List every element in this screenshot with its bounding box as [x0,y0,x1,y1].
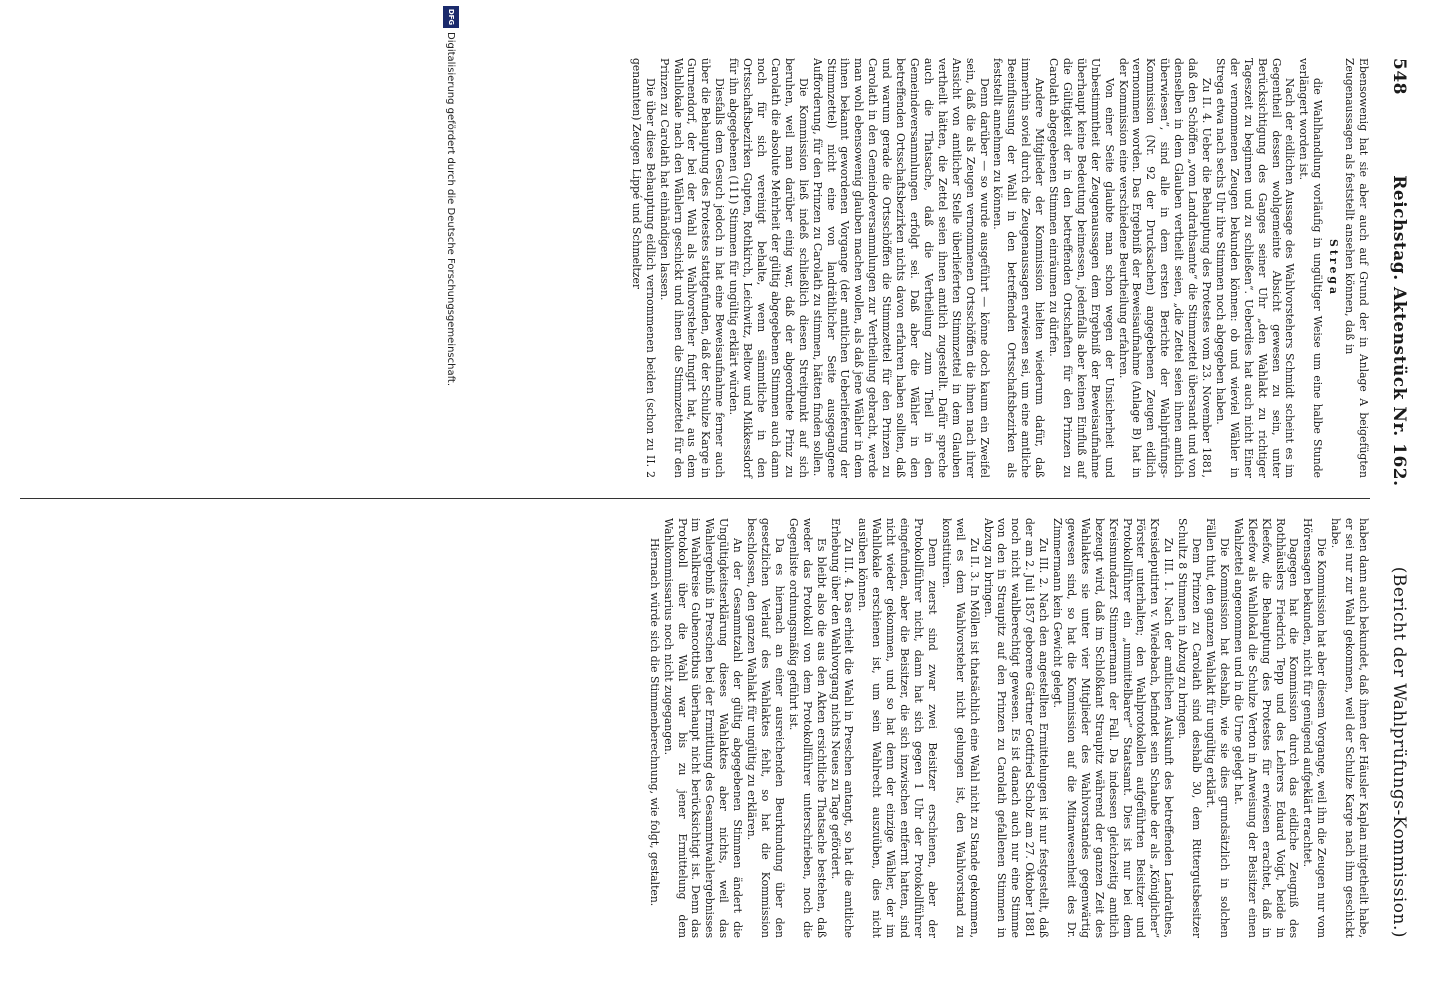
paragraph: Ebensowenig hat sie aber auch auf Grund der in Anlage A beigefügten Zeugenaussagen als feststellt ansehen können, daß in [1343,58,1370,478]
paragraph: Von einer Seite glaubte man schon wegen der Unsicherheit und Unbestimmtheit der Zeugenaussagen dem Ergebniß der Beweisaufnahme überhaupt keine Bedeutung beimessen, jedenfalls aber keinen Einfluß auf die Gültigkeit der in den betreffenden Ortschaften für den Prinzen zu Carolath abgegebenen Stimmen einräumen zu dürfen. [1047,58,1116,478]
digitization-credit: Digitalisierung gefördert durch die Deutsche Forschungsgemeinschaft. [445,32,457,387]
paragraph: Dem Prinzen zu Carolath sind deshalb 30, dem Rittergutsbesitzer Schultz 8 Stimmen in Abzug zu bringen. [1176,518,1204,938]
page-footer [438,0,464,1000]
paragraph: Andere Mitglieder der Kommission hielten wiederum dafür, daß immerhin soviel durch die Zeugenaussagen erwiesen sei, um eine amtliche Beeinflussung der Wahl in den betreffenden Ortsschaftsbezirken als feststellt annehmen zu können. [991,58,1047,478]
paragraph: die Wahlhandlung vorläufig in ungültiger Weise um eine halbe Stunde verlängert worden ist. [1297,58,1325,478]
paragraph: Hiernach würde sich die Stimmenberechnung, wie folgt, gestalten. [647,538,661,907]
paragraph: haben dann auch bekundet, daß ihnen der Häusler Kaplan mitgetheilt habe, er sei nur zur Wahl gekommen, weil der Schulze Karge nach ihm geschickt habe. [1329,518,1370,938]
paragraph: Die Kommission hat deshalb, wie sie dies grundsätzlich in solchen Fällen thut, den ganzen Wahlakt für ungültig erklärt. [1204,518,1231,938]
paragraph: Da es hiernach an einer ausreichenden Beurkundung über den gesetzlichen Verlauf des Wahlaktes fehlt, so hat die Kommission beschlossen, den ganzen Wahlakt für ungültig zu erklären. [745,518,786,938]
paragraph: Zu III. 2. Nach den angestellten Ermittelungen ist nur festgestellt, daß der am 2. Juli 1857 geborene Gärtner Gottfried Scholz am 27. Oktober 1881 noch nicht wahlberechtigt gewesen. Es ist danach auch nur eine Stimme von den in Straupitz auf den Prinzen zu Carolath gefallenen Stimmen in Abzug zu bringen. [981,518,1051,938]
paragraph: Es bleibt also die aus den Akten ersichtliche Thatsache bestehen, daß weder das Protokoll von dem Protokollführer unterschrieben, noch die Gegenliste ordnungsmäßig geführt ist. [786,518,828,938]
left-column [12,58,1370,478]
page-title: Reichstag. Aktenstück Nr. 162. [1389,175,1409,487]
paragraph: Nach der eidlichen Aussage des Wahlvorstehers Schmidt scheint es im Gegentheil dessen wohlgemeinte Absicht gewesen zu sein, unter Berücksichtigung des Ganges seiner Uhr „den Wahlakt zu richtiger Tageszeit zu beginnen und zu schließen“. Ueberdies hat auch nicht Einer der vernommenen Zeugen bekunden können: ob und wieviel Wähler in Strega etwa nach sechs Uhr ihre Stimmen noch abgegeben haben. [1213,58,1297,478]
paragraph: Zu II. 3. In Möllen ist thatsächlich eine Wahl nicht zu Stande gekommen, weil es dem Wahlvorsteher nicht gelungen ist, den Wahlvorstand zu konstituiren. [939,518,981,938]
column-divider [20,498,1370,499]
paragraph: Die Kommission hat aber diesem Vorgange, weil ihn die Zeugen nur vom Hörensagen bekunden, nicht für genügend aufgeklärt erachtet. [1301,518,1329,938]
page-number: 548 [1389,58,1409,95]
paragraph: Zu III. 4. Das erhielt die Wahl in Preschen antangt, so hat die amtliche Erhebung über den Wahlvorgang nichts Neues zu Tage gefördert. [828,518,856,938]
page-subtitle: (Bericht der Wahlprüfungs-Kommission.) [1389,566,1409,938]
paragraph: Die Kommission ließ indeß schließlich diesen Streitpunkt auf sich beruhen, weil man darüber einig war, daß der abgeordnete Prinz zu Carolath die absolute Mehrheit der gültig abgegebenen Stimmen auch dann noch für sich vereinigt behalte, wenn sämmtliche in den Ortsschaftsbezirken Gupten, Rothkirch, Leichwitz, Beltow und Mikkessdorf für ihn abgegebenen (111) Stimmen für ungültig erklärt würden. [727,58,810,478]
paragraph: Dagegen hat die Kommission durch das eidliche Zeugniß des Rothhäuslers Friedrich Tepp und des Lehrers Eduard Voigt, beide in Kleefow, die Behauptung des Protestes für erwiesen erachtet, daß in Kleefow als Wahllokal die Schulze Verton in Anweisung der Beisitzer einen Wahlzettel angenommen und in die Urne gelegt hat. [1231,518,1301,938]
paragraph: Denn darüber — so wurde ausgeführt — könne doch kaum ein Zweifel sein, daß die als Zeugen vernommenen Ortsschöffen die ihnen nach ihrer Ansicht von amtlicher Stelle überlieferten Stimmzettel in dem Glauben vertheilt hätten, die Zettel seien ihnen amtlich zugestellt. Dafür spreche auch die Thatsache, daß die Vertheilung zum Theil in den Gemeindeversammlungen erfolgt sei. Daß aber die Wähler in den betreffenden Ortsschaftsbezirken nichts davon erfahren haben sollten, daß und warum gerade die Ortsschöffen die Stimmzettel für den Prinzen zu Carolath in den Gemeindeversammlungen zur Vertheilung gebracht, werde man wohl ebensowenig glauben machen wollen, als daß jene Wähler in dem ihnen bekannt gewordenen Vorgange (der amtlichen Ueberlieferung der Stimmzettel) nicht eine von landräthlicher Seite ausgegangene Aufforderung, für den Prinzen zu Carolath zu stimmen, hätten finden sollen. [810,58,991,478]
paragraph: An der Gesammtzahl der gültig abgegebenen Stimmen ändert die Ungültigkeitserklärung dieses Wahlaktes aber nichts, weil das Wahlergebniß in Preschen bei der Ermittlung des Gesammtwahlergebnisses im Wahlkreise Gubencottbus überhaupt nicht berücksichtigt ist. Denn das Protokoll über die Wahl war bis zu jener Ermittelung dem Wahlkommissarius noch nicht zugegangen. [661,518,745,938]
paragraph: Zu III. 1. Nach der amtlichen Auskunft des betreffenden Landrathes, Kreisdeputirten v. Wiedebach, befindet sein Schaube der als „Königlicher“ Förster unterhalten; den Wahlprotokollen aufgeführten Beisitzer und Protokollführer ein „ummittelbarer“ Staatsamt. Dies ist nur bei dem Kreismundarzt Stimmermann der Fall. Da indessen gleichzeitig amtlich bezeugt wird, daß im Schloßkant Straupitz während der ganzen Zeit des Wahlaktes sie unter vier Mitglieder des Wahlvorstandes gegenwärtig gewesen sind, so hat die Kommission auf die Mitanwesenheit des Dr. Zimmermann kein Gewicht gelegt. [1051,518,1176,938]
section-heading: Strega [1327,239,1341,297]
paragraph: Die über diese Behauptung eidlich vernommenen beiden (schon zu II. 2 genannten) Zeugen Lippé und Schmeltzer [629,58,657,478]
paragraph: Zu II. 4. Ueber die Behauptung des Protestes vom 23. November 1881, daß den Schöffen „vom Landrathsamte“ die Stimmzettel übersandt und von denselben in dem Glauben vertheilt seien, „die Zettel seien ihnen amtlich überwiesen“, sind alle in dem ersten Berichte der Wahlprüfungs-Kommission (Nr. 92 der Drucksachen) angegebenen Zeugen eidlich vernommen worden. Das Ergebniß der Beweisaufnahme (Anlage B) hat in der Kommission eine verschiedene Beurtheilung erfahren. [1116,58,1214,478]
dfg-logo-icon: DFG [443,6,459,28]
page-header [1384,58,1414,938]
paragraph: Denn zuerst sind zwar zwei Beisitzer erschienen, aber der Protokollführer nicht, dann hat sich gegen 1 Uhr der Protokollführer eingefunden, aber die Beisitzer, die sich inzwischen entfernt hatten, sind nicht wieder gekommen, und so hat denn der einzige Wähler, der im Wahllokale erschienen ist, um sein Wahlrecht auszuüben, dies nicht ausüben können. [856,518,939,938]
paragraph: Diesfalls dem Gesuch jedoch in hat eine Beweisaufnahme ferner auch über die Behauptung des Protestes stattgefunden, daß der Schulze Karge in Gurnendorf, der bei der Wahl als Wahlvorsteher fungirt hat, aus dem Wahllokale nach den Wählern geschickt und ihnen die Stimmzettel für den Prinzen zu Carolath hat einhändigen lassen. [657,58,727,478]
right-column [12,518,1370,938]
